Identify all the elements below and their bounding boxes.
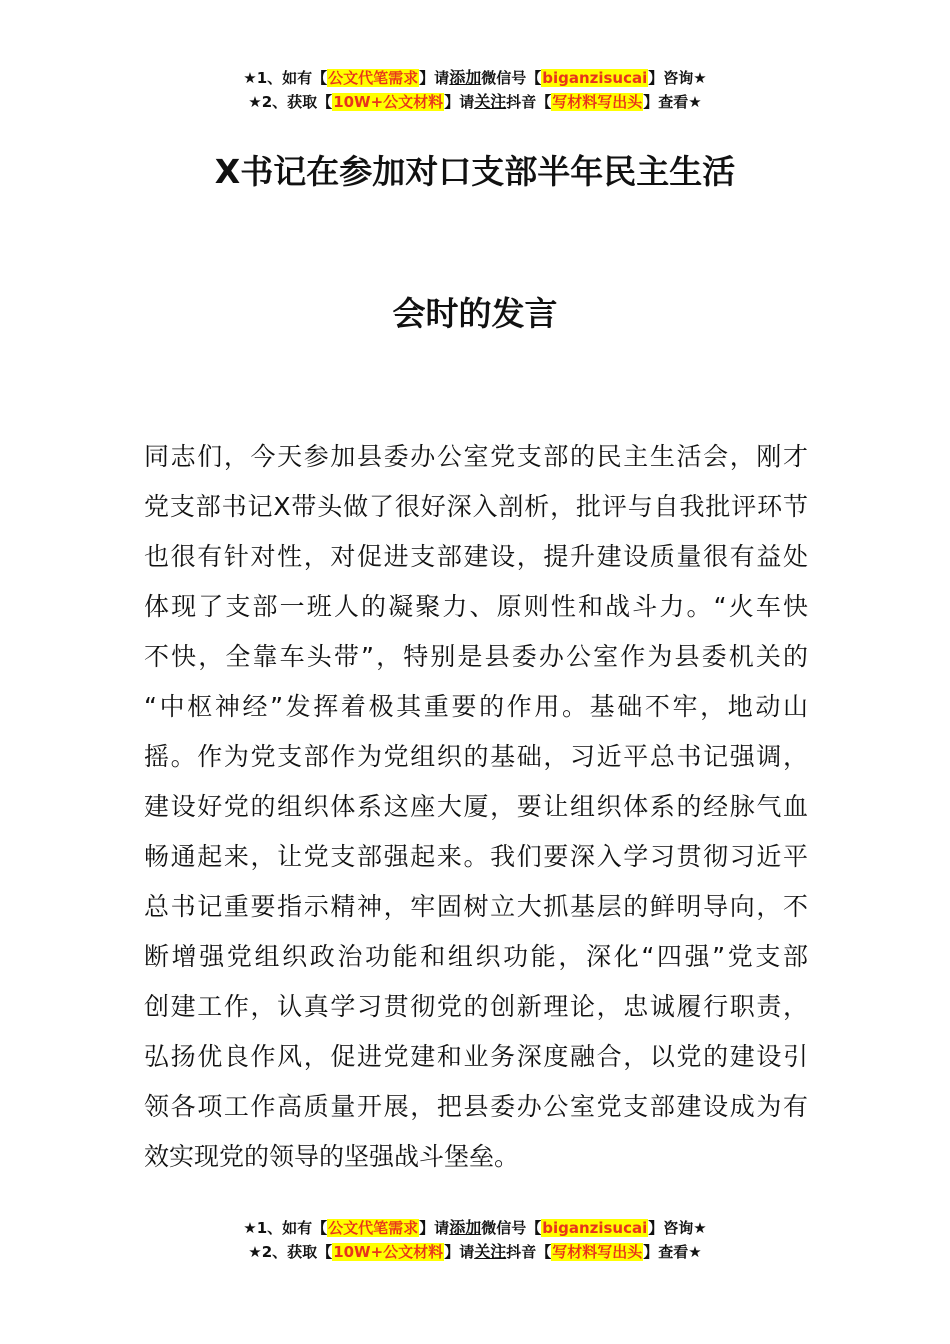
ad-emphasis: 关注 xyxy=(474,1242,507,1261)
footer-ad-line-2 xyxy=(0,1240,950,1264)
ad-highlight-douyin-id: 写材料写出头 xyxy=(552,93,643,111)
ad-highlight-wechat-id: biganzisucai xyxy=(542,1219,648,1237)
footer-ad-line-1 xyxy=(0,1216,950,1240)
ad-highlight-service: 公文代笔需求 xyxy=(328,69,419,87)
body-line: 建设好党的组织体系这座大厦，要让组织体系的经脉气血 xyxy=(144,792,808,821)
ad-text: 】咨询★ xyxy=(648,1219,707,1237)
body-line: 领各项工作高质量开展，把县委办公室党支部建设成为有 xyxy=(144,1092,808,1121)
ad-emphasis: 添加 xyxy=(449,1218,482,1237)
body-line: “中枢神经”发挥着极其重要的作用。基础不牢，地动山 xyxy=(144,692,808,721)
ad-highlight-wechat-id: biganzisucai xyxy=(542,69,648,87)
ad-highlight-douyin-id: 写材料写出头 xyxy=(552,1243,643,1261)
ad-text: 】请 xyxy=(444,1243,475,1261)
ad-text: ★1、如有【 xyxy=(243,69,328,87)
body-line: 畅通起来，让党支部强起来。我们要深入学习贯彻习近平 xyxy=(144,842,808,871)
header-ad-line-2 xyxy=(0,90,950,114)
ad-text: 】请 xyxy=(444,93,475,111)
body-line: 创建工作，认真学习贯彻党的创新理论，忠诚履行职责， xyxy=(144,992,808,1021)
ad-text: ★2、获取【 xyxy=(248,93,333,111)
document-title-line-1: X书记在参加对口支部半年民主生活 xyxy=(214,152,736,191)
body-line: 弘扬优良作风，促进党建和业务深度融合，以党的建设引 xyxy=(144,1042,808,1071)
ad-highlight-materials: 10W+公文材料 xyxy=(333,1243,444,1261)
ad-highlight-service: 公文代笔需求 xyxy=(328,1219,419,1237)
ad-text: ★2、获取【 xyxy=(248,1243,333,1261)
ad-text: 】请 xyxy=(419,1219,450,1237)
body-line: 摇。作为党支部作为党组织的基础，习近平总书记强调， xyxy=(144,742,808,771)
body-line: 效实现党的领导的坚强战斗堡垒。 xyxy=(144,1142,520,1171)
ad-highlight-materials: 10W+公文材料 xyxy=(333,93,444,111)
header-ad-line-1 xyxy=(0,66,950,90)
ad-text: 】咨询★ xyxy=(648,69,707,87)
ad-text: ★1、如有【 xyxy=(243,1219,328,1237)
document-title-line-2: 会时的发言 xyxy=(392,294,558,333)
ad-text: 微信号【 xyxy=(481,69,542,87)
body-line: 不快，全靠车头带”，特别是县委办公室作为县委机关的 xyxy=(144,642,808,671)
ad-text: 】请 xyxy=(419,69,450,87)
speech-body xyxy=(144,432,808,1182)
body-line: 党支部书记X带头做了很好深入剖析，批评与自我批评环节 xyxy=(144,492,808,521)
body-line: 体现了支部一班人的凝聚力、原则性和战斗力。“火车快 xyxy=(144,592,808,621)
footer-ad-banner xyxy=(0,1216,950,1264)
ad-emphasis: 添加 xyxy=(449,68,482,87)
body-line: 同志们，今天参加县委办公室党支部的民主生活会，刚才 xyxy=(144,442,808,471)
ad-text: 微信号【 xyxy=(481,1219,542,1237)
body-line: 断增强党组织政治功能和组织功能，深化“四强”党支部 xyxy=(144,942,808,971)
ad-text: 抖音【 xyxy=(506,93,552,111)
ad-text: 抖音【 xyxy=(506,1243,552,1261)
body-line: 总书记重要指示精神，牢固树立大抓基层的鲜明导向，不 xyxy=(144,892,808,921)
body-line: 也很有针对性，对促进支部建设，提升建设质量很有益处 xyxy=(144,542,808,571)
ad-emphasis: 关注 xyxy=(474,92,507,111)
ad-text: 】查看★ xyxy=(643,1243,702,1261)
ad-text: 】查看★ xyxy=(643,93,702,111)
header-ad-banner xyxy=(0,66,950,114)
